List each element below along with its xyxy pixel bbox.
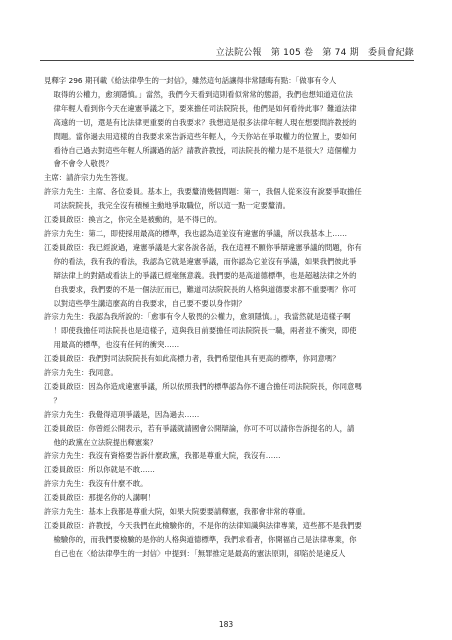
paragraph [44,519,414,561]
text-line: 江委員啟臣：換言之，你完全是被動的，是不得已的。 [44,215,222,225]
text-line: 江委員啟臣：那提名你的人講啊！ [44,493,155,503]
text-line: ？ [53,395,61,405]
paragraph [44,241,414,311]
paragraph [44,74,414,171]
paragraph [44,422,414,450]
text-line: 高遠的一切，還是有比法律更重要的自我要求？我想這是很多法律年輕人現在想要問許教授的 [53,117,357,127]
paragraph [44,213,414,227]
text-line: 許宗力先生：我認為我所說的：「愈事有令人敬畏的公權力，愈須隱慎。」，我當然就是這樣子啊 [44,312,351,322]
text-line: 許宗力先生：我同意。 [44,368,118,378]
text-line: 看待自己過去對這些年輕人所講過的話？請教許教授，司法院長的權力是不是很大？這個權力 [53,145,357,155]
text-line: 江委員啟臣：因為你造成違憲爭議，所以依照我們的標準認為你不適合擔任司法院院長，你同意嗎 [44,381,362,391]
text-line: 檢驗你的，而我們要檢驗的是你的人格與道德標準，我們求看者，你開福自己是法律專業，你 [53,534,357,544]
paragraph [44,366,414,380]
paragraph [44,449,414,463]
text-line: 許宗力先生：我覺得這項爭議是，因為過去…… [44,409,200,419]
paragraph [44,185,414,213]
text-line: 江委員啟臣：我已經說過，違憲爭議是大家各說各話，我在這裡不願你爭辯違憲爭議的問題，你有 [44,242,362,252]
text-line: 許宗力先生：主席、各位委員。基本上，我要釐清幾個問題：第一，我個人從來沒有說要爭取擔任 [44,187,362,197]
text-line: 用最高的標準，也沒有任何的衝突…… [53,340,180,350]
text-line: 江委員啟臣：你曾經公開表示，若有爭議就請國會公開辯論，你可不可以請你告訴提名的人，請 [44,423,355,433]
paragraph [44,408,414,422]
paragraph [44,171,414,185]
text-line: 取得的公權力，愈須隱慎。」當然，我們今天看到這則看似常常的態語，我們也想知道這位法 [53,89,353,99]
page-number: 183 [218,620,234,629]
text-line: 自我要求，我們要的不是一個法匠而已，難道司法院院長的人格與道德要求都不重要嗎？你可 [53,284,357,294]
paragraph [44,505,414,519]
text-line: ！即使我擔任司法院長也是這樣子，這與我目前要擔任司法院院長一職，兩者並不衝突，即使 [53,326,357,336]
text-line: 辯法律上的對錯或看法上的爭議已經毫無意義。我們要的是高道德標準，也是超越法律之外的 [53,270,357,280]
text-line: 他的政黨在立法院提出釋憲案？ [53,437,157,447]
text-line: 司法院院長，我完全沒有積極主動地爭取職位，所以這一點一定要釐清。 [53,201,291,211]
paragraph [44,352,414,366]
text-line: 江委員啟臣：我們對司法院院長有如此高標力者，我們希望他具有更高的標準，你同意嗎？ [44,354,340,364]
paragraph [44,310,414,352]
text-line: 江委員啟臣：許教授，今天我們在此檢驗你的，不是你的法律知識與法律專業，這些都不是我們要 [44,521,362,530]
text-line: 律年輕人看到你今天在違憲爭議之下，要來擔任司法院院長，他們是如何看待此事？難道法律 [53,103,357,113]
text-line: 主席：請許宗力先生答復。 [44,173,133,183]
page-header: 立法院公報 第 105 卷 第 74 期 委員會紀錄 [215,48,414,58]
text-line: 許宗力先生：第二，即使採用最高的標準，我也認為這並沒有違憲的爭議，所以我基本上…… [44,228,348,238]
paragraph [44,477,414,491]
text-line: 自己也在〈給法律學生的一封信〉中提到：「無罪推定是最高的憲法原則，卻陷於是違反人 [53,548,346,558]
text-line: 你的看法，我有我的看法，我認為它就是違憲爭議，而你認為它並沒有爭議，如果我們彼此爭 [53,256,357,266]
document-body [44,74,414,561]
paragraph [44,463,414,477]
paragraph [44,491,414,505]
text-line: 許宗力先生：我沒有什麼不敢。 [44,479,148,489]
paragraph [44,227,414,241]
text-line: 江委員啟臣：所以你就是不敢…… [44,465,155,475]
header-divider [40,60,414,61]
text-line: 許宗力先生：我沒有資格要告訴什麼政黨，我都是尊重大院，我沒有…… [44,451,281,461]
text-line: 問題。當你過去用這樣的自我要求來告訴這些年輕人，今天你站在爭取權力的位置上，要如何 [53,131,357,141]
text-line: 以對這些學生講這麼高的自我要求，自己要不要以身作則？ [53,298,246,308]
text-line: 許宗力先生：基本上我都是尊重大院，如果大院要要請釋憲，我都會非常的尊重。 [44,507,311,517]
text-line: 會不會令人敬畏？ [53,159,113,169]
text-line: 見釋字 296 期刊載《給法律學生的一封信》，雖然這句話讓得非常隱晦有點：「做事有令人 [44,76,337,85]
paragraph [44,380,414,408]
